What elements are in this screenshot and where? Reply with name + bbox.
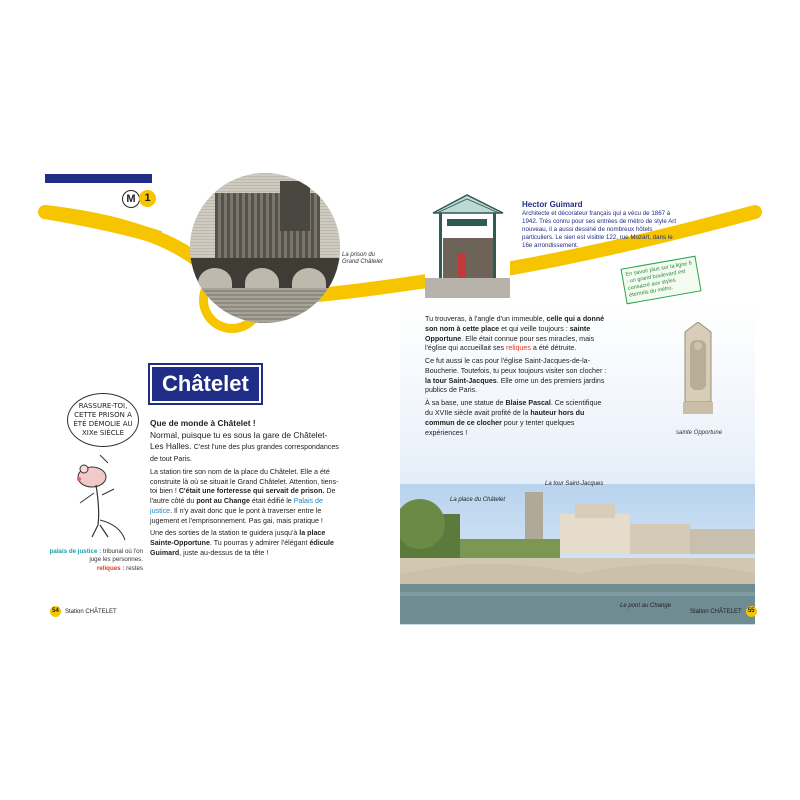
page-number-right: 55 (746, 606, 757, 617)
lead-rest-2: C'est l'une des plus grandes correspondances de tout Paris. (150, 443, 339, 463)
para-text: , juste au-dessus de ta tête ! (179, 549, 269, 557)
folio-right (690, 606, 757, 617)
para-text: . Tu pourras y admirer l'élégant (209, 539, 308, 548)
metro-logo-icon: M (122, 190, 140, 208)
green-note: En savoir plus sur la ligne 6 : un grand boulevard est consacré aux styles éternels du métro. (620, 256, 701, 304)
photo-label-place: La place du Châtelet (450, 497, 506, 503)
gloss-def-2: restes (126, 564, 143, 572)
gloss-def-1: tribunal où l'on juge les personnes. (89, 548, 143, 564)
chatelet-photo (400, 484, 755, 624)
gloss-term-2: reliques : (96, 564, 125, 572)
para-text: . Ce scientifique du XVIIe siècle avait profité de la (425, 399, 602, 418)
para-text: Tu trouveras, à l'angle d'un immeuble, (425, 315, 545, 323)
right-column-text (425, 315, 607, 441)
para-text: pour y tenter quelques expériences ! (425, 418, 575, 437)
para-text: . Il n'y avait donc que le pont à traverser entre le jugement et l'emprisonnement. Pas gai, mais pratique ! (150, 506, 323, 525)
para-text: La station tire son nom de la place du Châtelet. Elle a été construite là où se situait le Grand Châtelet. Attention, tiens-toi bien ! (150, 467, 339, 496)
prison-engraving (190, 173, 340, 323)
para-bold: la place Sainte-Opportune (150, 529, 326, 548)
engraving-caption: La prison du Grand Châtelet (342, 252, 383, 266)
hector-text: Architecte et décorateur français qui a vécu de 1867 à 1942. Très connu pour ses entrées de métro de style Art nouveau, il a aussi dessiné de nombreux hôtels particuliers. Le sien est visible 122, rue Mozart, dans le 16e arrondissement. (522, 210, 677, 250)
hector-title: Hector Guimard (522, 200, 583, 209)
header-bar (45, 174, 152, 183)
para-bold: Blaise Pascal (505, 399, 551, 408)
para-text: . Elle était connue pour ses miracles, mais l'église qui accueillait ses (425, 334, 595, 353)
para-bold: C'était une forteresse qui servait de prison. (178, 487, 325, 496)
para-bold: sainte Opportune (425, 324, 591, 343)
folio-label-left: Station CHÂTELET (65, 608, 117, 615)
folio-label-right: Station CHÂTELET (690, 608, 742, 615)
photo-label-tour: La tour Saint-Jacques (545, 481, 604, 487)
photo-label-pont: Le pont au Change (620, 603, 672, 609)
para-text: Une des sorties de la station te guidera jusqu'à (150, 529, 298, 538)
para-bold: édicule Guimard (150, 539, 334, 557)
para-text: À sa base, une statue de (425, 399, 504, 408)
para-bold: pont au Change (196, 497, 250, 506)
para-text: a été détruite. (532, 344, 577, 353)
page-number-left: 54 (50, 606, 61, 617)
line-number-badge: 1 (139, 190, 156, 207)
para-bold: celle qui a donné son nom à cette place (425, 315, 605, 333)
gloss-term-1: palais de justice : (49, 548, 102, 555)
statue-photo (679, 322, 717, 422)
page-title: Châtelet (150, 365, 261, 403)
speech-bubble: RASSURE-TOI, CETTE PRISON A ÉTÉ DÉMOLIE AU XIXe SIÈCLE (67, 393, 139, 447)
glossary (48, 548, 143, 573)
para-text: et qui veille toujours : (501, 324, 568, 333)
statue-caption: sainte Opportune (676, 430, 723, 436)
lead-rest: Normal, puisque tu es sous la gare de Châtelet-Les Halles. (150, 429, 328, 452)
para-text: était édifié le (251, 497, 292, 506)
para-bold: hauteur hors du commun de ce clocher (425, 409, 585, 427)
folio-left (50, 606, 117, 617)
para-text: . Elle orne un des premiers jardins publics de Paris. (425, 376, 605, 395)
mouse-character-icon (70, 455, 130, 545)
reliques-link: reliques (506, 344, 531, 353)
para-text: De l'autre côté du (150, 487, 336, 506)
para-bold: la tour Saint-Jacques (425, 376, 497, 385)
palais-link: Palais de justice (150, 497, 323, 515)
lead-bold: Que de monde à Châtelet ! (150, 418, 256, 428)
left-column-text (150, 418, 340, 562)
para-text: Ce fut aussi le cas pour l'église Saint-Jacques-de-la-Boucherie. Toutefois, tu peux toujours visiter son clocher : (425, 357, 607, 375)
guimard-entrance-photo (425, 183, 510, 298)
